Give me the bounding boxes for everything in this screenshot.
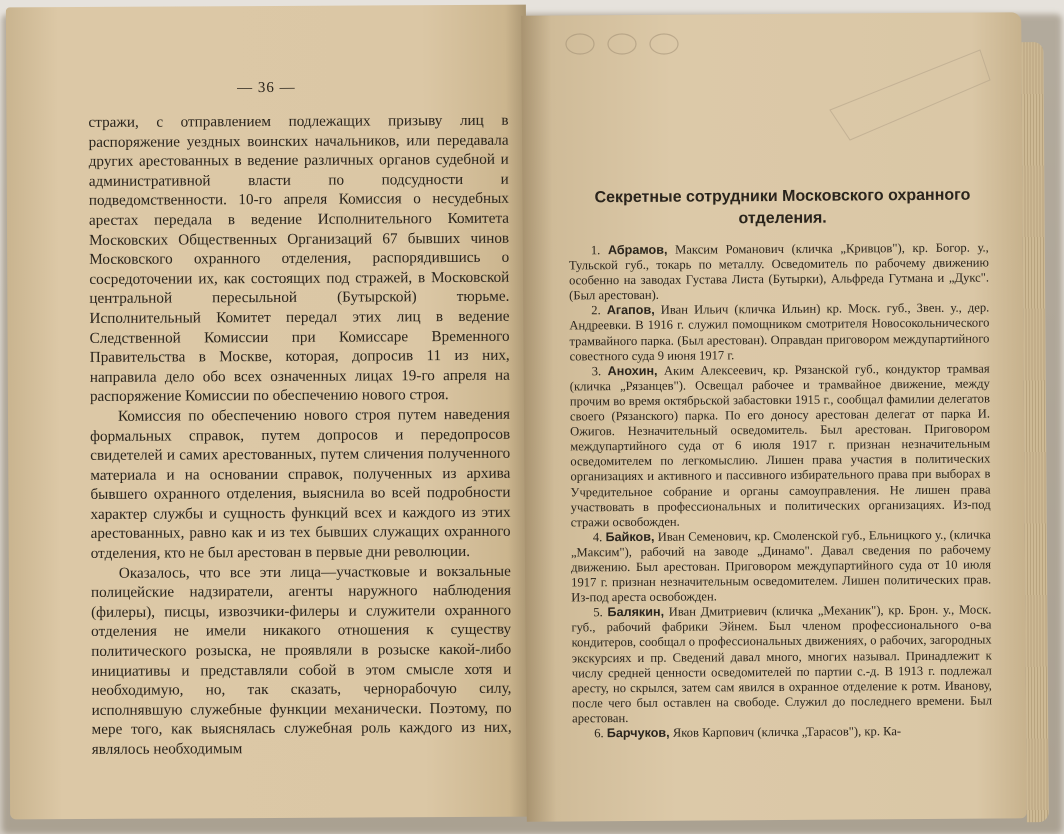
list-item — [570, 361, 991, 530]
entry-text: Иван Дмитриевич (кличка „Механик"), кр. Брон. у., Моск. губ., рабочий фабрики Эйнем. Был членом профессионального о-ва кондитеров, сообщал о профессиональных движениях, о рабочих, загородных экскурсиях и пр. Сведений давал много, многих называл. Принадлежит к числу средней ценности осведомителей по партии с.-д. В 1913 г. подлежал аресту, но скрылся, затем сам явился в охранное отделение к ротм. Иванову, после чего был оставлен на свободе. Служил до последнего времени. Был арестован. — [571, 602, 993, 726]
list-item — [571, 603, 992, 727]
list-item — [569, 301, 989, 364]
entry-name: Абрамов, — [607, 242, 668, 258]
entry-text: Максим Романович (кличка „Кривцов"), кр. Богор. у., Тульской губ., токарь по металлу. Осведомитель по рабочему движению особенно на заводах Густава Листа (Бутырки), Альфреда Гутмана и „Дукс". (Был арестован). — [568, 240, 990, 303]
entry-text: Иван Ильич (кличка Ильин) кр. Моск. губ., Звен. у., дер. Андреевки. В 1916 г. служил помощником смотрителя Новосокольнического трамвайного парка. (Был арестован). Оправдан приговором междупартийного совестного суда 9 июня 1917 г. — [569, 300, 990, 364]
entry-name: Анохин, — [607, 363, 658, 378]
entry-text: Яков Карпович (кличка „Тарасов"), кр. Ка- — [672, 724, 902, 740]
entry-name: Балякин, — [607, 605, 665, 620]
list-item — [569, 240, 989, 303]
entry-number: 3. — [591, 363, 602, 379]
entry-name: Байков, — [605, 529, 655, 544]
list-item — [572, 723, 992, 741]
entry-text: Иван Семенович, кр. Смоленской губ., Ельницкого у., (кличка „Максим"), рабочий на заводе „Динамо". Давал сведения по рабочему движению. Был арестован. Приговором междупартийного суда от 10 июля 1917 г. признан незначительным осведомителем. Лишен политических прав. Из-под ареста освобожден. — [570, 527, 992, 605]
right-page-body — [569, 240, 992, 741]
entry-name: Агапов, — [606, 303, 655, 318]
entry-name: Барчуков, — [606, 725, 670, 741]
left-page-body — [88, 111, 511, 760]
entry-number: 4. — [592, 529, 603, 545]
entry-number: 5. — [593, 605, 603, 620]
list-item — [571, 527, 992, 605]
paragraph: Оказалось, что все эти лица—участковые и вокзальные полицейские надзиратели, агенты наружного наблюдения (филеры), писцы, извозчики-филеры и служители охранного отделения не имели никакого отношения к существу политического розыска, не проявляли в розыске какой-либо инициативы и представляли собой в этом смысле хотя и необходимую, но, так сказать, чернорабочую силу, исполнявшую служебные функции механически. Поэтому, по мере того, как выяснялась служебная роль каждого из них, являлось необходимым — [90, 562, 512, 758]
entry-number: 6. — [594, 726, 604, 741]
entry-number: 2. — [591, 303, 601, 318]
left-page — [6, 5, 530, 820]
section-heading: Секретные сотрудники Московского охранного отделения. — [594, 186, 971, 228]
entry-number: 1. — [590, 243, 601, 258]
paragraph: стражи, с отправлением подлежащих призыву лиц в распоряжение уездных воинских начальников, или передавала других арестованных в ведение различных органов судебной и административной власти по подсудности и подведомственности. 10-го апреля Комиссия о несудебных арестах передала в ведение Исполнительного Комитета Московских Общественных Организаций 67 бывших чинов Московского охранного отделения, распорядившись о сосредоточении их, как состоящих под стражей, в Московской центральной пересыльной (Бутырской) тюрьме. Исполнительный Комитет передал этих лиц в ведение Следственной Комиссии при Комиссаре Временного Правительства в Москве, которая, допросив 11 из них, направила дело обо всех означенных лицах 19-го апреля на распоряжение Комиссии по обеспечению нового строя. — [88, 111, 510, 406]
page-number: — 36 — — [237, 79, 296, 97]
paragraph: Комиссия по обеспечению нового строя путем наведения формальных справок, путем допросов и передопросов свидетелей и самих арестованных, путем сличения полученного материала и на основании справок, полученных из архива бывшего охранного отделения, выяснила во всей подробности характер службы и сущность функций всех и каждого из этих арестованных, равно как и из тех бывших служащих охранного отделения, кто не был арестован в первые дни революции. — [90, 405, 511, 562]
entry-text: Аким Алексеевич, кр. Рязанской губ., кондуктор трамвая (кличка „Рязанцев"). Освещал рабочее и трамвайное движение, между прочим во время октябрьской забастовки 1915 г., сообщал фамилии делегатов своего (Рязанского) парка. По его доносу арестован делегат от парка И. Ожигов. Незначительный осведомитель. Был арестован. Приговором междупартийного суда от 6 июля 1917 г. признан незначительным осведомителем по легкомыслию. Лишен права участия в политических организациях и активного и пассивного избирательного права при выборах в Учредительное собрание и органы самоуправления. Не лишен права участвовать в профессиональных и политических организациях. Из-под стражи освобожден. — [569, 361, 991, 530]
pencil-marks — [820, 40, 1000, 150]
faint-stamp-marks — [560, 26, 720, 62]
